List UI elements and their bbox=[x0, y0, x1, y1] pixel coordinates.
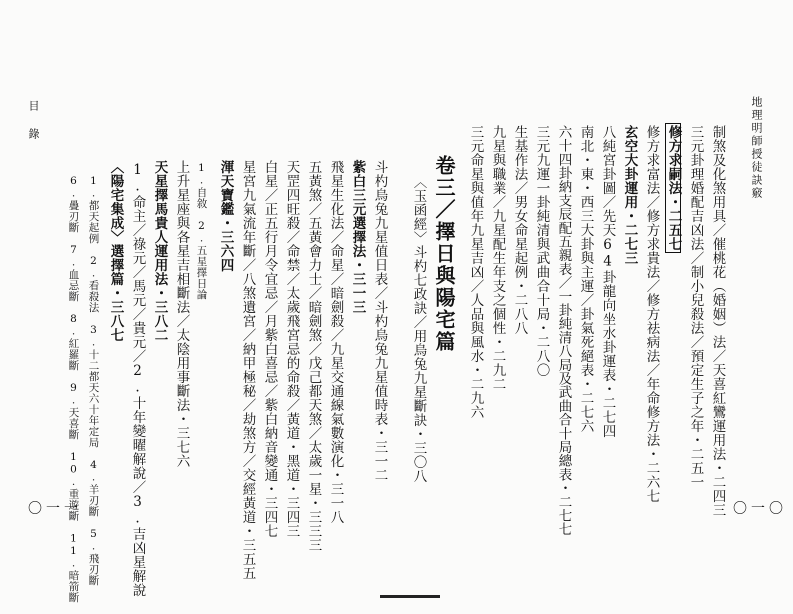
toc-entry: 星宮九氣流年斷／八煞遺宮／納甲極秘／劫煞方／交經黃道・三五五 bbox=[239, 160, 256, 580]
toc-entry: 上升星座與各星吉相斷法／太陰用事斷法・三七六 bbox=[173, 160, 190, 468]
toc-entry: 九星與職業／九星配生年支之個性・二九二 bbox=[489, 125, 506, 391]
toc-entry: 五黃煞／五黃會力士／暗劍煞／戊己都天煞／太歲一星・三三三 bbox=[305, 160, 322, 552]
toc-entry-heading: 玄空大卦運用・二七三 bbox=[621, 125, 638, 265]
page-number-right: 〇一〇 bbox=[733, 501, 787, 517]
toc-entry: 生基作法／男女命星起例・二八八 bbox=[511, 125, 528, 335]
toc-label: 目 錄 bbox=[27, 100, 40, 141]
toc-entry: 飛星生化法／命星／暗劍殺／九星交通線氣數演化・三一八 bbox=[327, 160, 344, 524]
volume-title: 卷三／擇日與陽宅篇 bbox=[432, 155, 456, 353]
toc-entry-boxed: 修方求嗣法・二五七 bbox=[665, 125, 682, 251]
toc-entry: 三元命星與值年九星吉凶／人品與風水・二九六 bbox=[467, 125, 484, 419]
book-title-header: 地理明師授徒訣竅 bbox=[750, 96, 763, 200]
toc-entry: 六十四卦納支辰配五親表／一卦純清八局及武曲合十局總表・二七七 bbox=[555, 125, 572, 536]
page-number-left: 〇一一 bbox=[28, 501, 82, 517]
toc-entry-heading: 渾天寶鑑・三六四 bbox=[217, 160, 234, 272]
toc-entry: 斗杓烏兔九星值日表／斗杓烏兔九星值時表・三一二 bbox=[371, 160, 388, 482]
toc-entry-heading: 〈陽宅集成〉選擇篇・三八七 bbox=[107, 160, 124, 342]
toc-entry: 制煞及化煞用具／催桃花（婚姻）法／天喜紅鸞運用法・二四三 bbox=[709, 125, 726, 517]
toc-entry: 南北・東・西三大卦與主運／卦氣死絕表・二七六 bbox=[577, 125, 594, 433]
binding-mark bbox=[380, 595, 440, 598]
volume-subtitle: 〈玉函經〉斗杓七政訣／用烏兔九星斷訣・三〇八 bbox=[410, 175, 427, 483]
toc-subentry: 1.命主／祿元／馬元／貴元／2.十年變曜解說／3.吉凶星解說 bbox=[129, 162, 146, 597]
toc-entry: 天罡四旺殺／命禁／太歲飛宮忌的命殺／黃道・黑道・三四三 bbox=[283, 160, 300, 538]
toc-entry: 八純宮卦圖／先天64卦龍向坐水卦運表・二七四 bbox=[599, 125, 616, 438]
toc-entry: 修方求富法／修方求貴法／修方祛病法／年命修方法・二六七 bbox=[643, 125, 660, 503]
toc-entry: 三元卦理婚配吉凶法／制小兒殺法／預定生子之年・二五一 bbox=[687, 125, 704, 489]
toc-subentry: 1.自敘 2.五星擇日論 bbox=[195, 162, 208, 300]
toc-subentry: 6.疊刃斷 7.血忌斷 8.紅羅斷 9.天喜斷 10.重遊斷 11.暗箭斷 bbox=[67, 175, 80, 603]
toc-entry-heading: 天星擇馬貴人運用法・三八二 bbox=[151, 160, 168, 342]
toc-subentry: 1.都天起例 2.看殺法 3.十二都天六十年定局 4.羊刃斷 5.飛刃斷 bbox=[87, 175, 100, 586]
toc-entry: 白星／正五行月令宜忌／月紫白喜忌／紫白納音變通・三四七 bbox=[261, 160, 278, 538]
toc-entry: 三元九運一卦純清與武曲合十局・二八〇 bbox=[533, 125, 550, 377]
toc-entry-heading: 紫白三元選擇法・三一三 bbox=[349, 160, 366, 314]
